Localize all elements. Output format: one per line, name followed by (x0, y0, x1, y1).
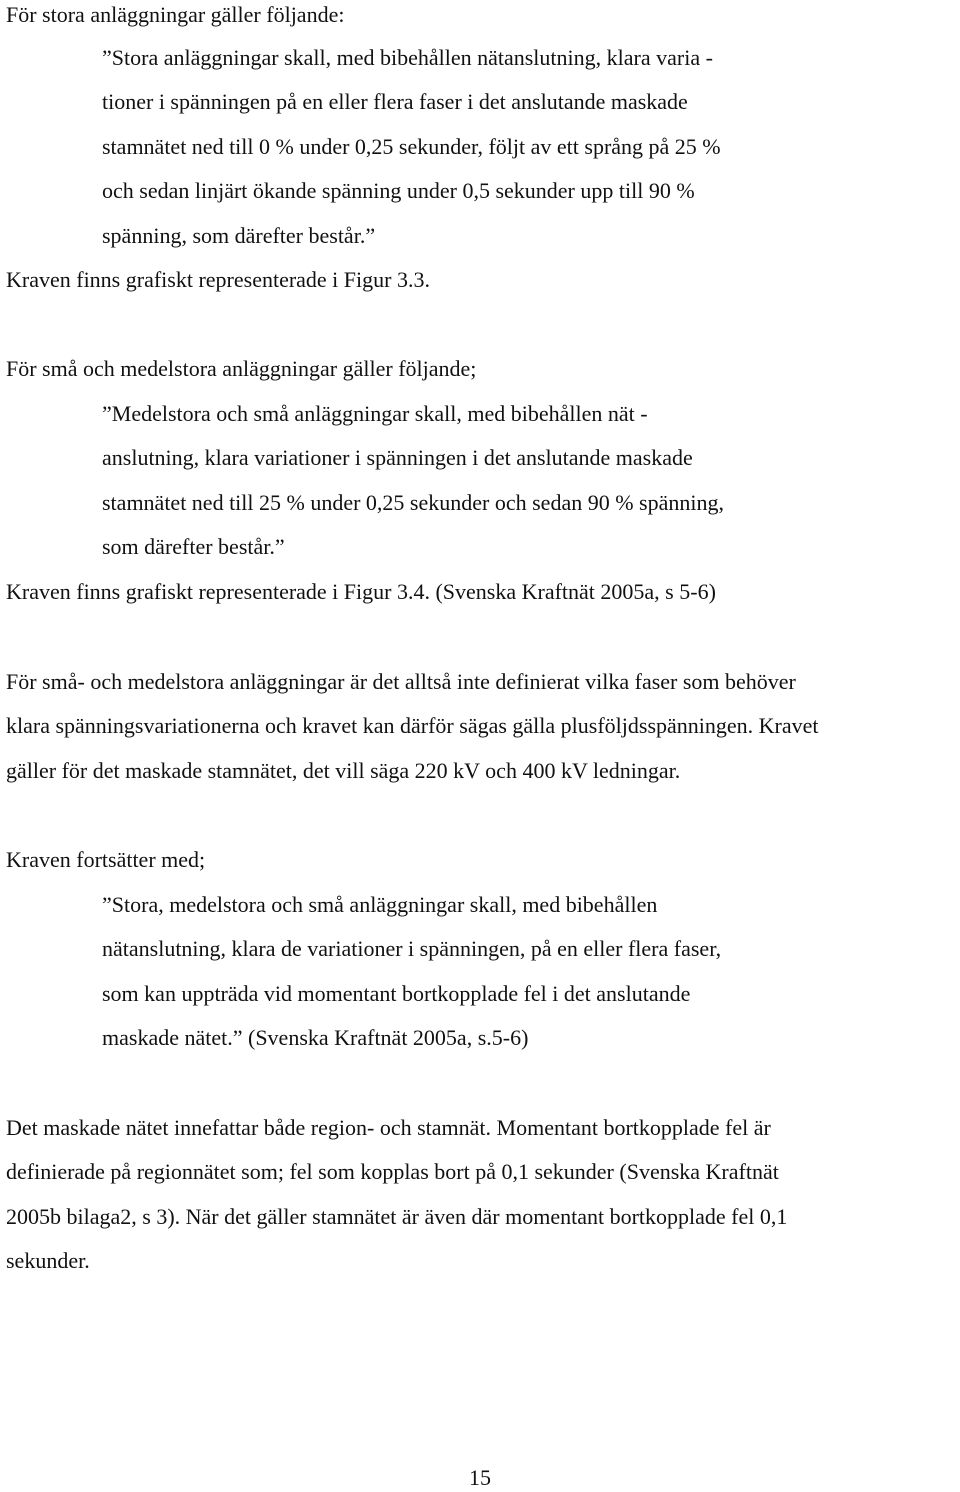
paragraph-line: För små- och medelstora anläggningar är det alltså inte definierat vilka faser som behöver (6, 669, 796, 694)
paragraph-line: 2005b bilaga2, s 3). När det gäller stamnätet är även där momentant bortkopplade fel 0,1 (6, 1204, 788, 1229)
section1-quote-line: spänning, som därefter består.” (102, 223, 376, 248)
section4-quote-line: som kan uppträda vid momentant bortkopplade fel i det anslutande (102, 981, 691, 1006)
paragraph-line: gäller för det maskade stamnätet, det vill säga 220 kV och 400 kV ledningar. (6, 758, 681, 783)
section2-figure-ref: Kraven finns grafiskt representerade i Figur 3.4. (Svenska Kraftnät 2005a, s 5-6) (6, 579, 716, 604)
section4-intro: Kraven fortsätter med; (6, 847, 206, 872)
section1-quote-line: ”Stora anläggningar skall, med bibehållen nätanslutning, klara varia - (102, 45, 713, 70)
section2-quote-line: som därefter består.” (102, 534, 285, 559)
section4-quote-line: maskade nätet.” (Svenska Kraftnät 2005a, s.5-6) (102, 1025, 529, 1050)
section4-quote-line: nätanslutning, klara de variationer i spänningen, på en eller flera faser, (102, 936, 722, 961)
section1-intro: För stora anläggningar gäller följande: (6, 2, 345, 27)
section1-quote-line: stamnätet ned till 0 % under 0,25 sekunder, följt av ett språng på 25 % (102, 134, 721, 159)
section2-quote-line: anslutning, klara variationer i spänningen i det anslutande maskade (102, 445, 693, 470)
section1-quote-line: tioner i spänningen på en eller flera faser i det anslutande maskade (102, 89, 688, 114)
section2-quote-line: ”Medelstora och små anläggningar skall, med bibehållen nät - (102, 401, 648, 426)
section1-quote-line: och sedan linjärt ökande spänning under 0,5 sekunder upp till 90 % (102, 178, 695, 203)
page-number: 15 (469, 1465, 491, 1490)
section4-quote-line: ”Stora, medelstora och små anläggningar skall, med bibehållen (102, 892, 658, 917)
section2-quote-line: stamnätet ned till 25 % under 0,25 sekunder och sedan 90 % spänning, (102, 490, 724, 515)
section2-intro: För små och medelstora anläggningar gäller följande; (6, 356, 477, 381)
section1-figure-ref: Kraven finns grafiskt representerade i Figur 3.3. (6, 267, 430, 292)
paragraph-line: klara spänningsvariationerna och kravet kan därför sägas gälla plusföljdsspänningen. Kravet (6, 713, 819, 738)
paragraph-line: sekunder. (6, 1248, 90, 1273)
paragraph-line: Det maskade nätet innefattar både region- och stamnät. Momentant bortkopplade fel är (6, 1115, 771, 1140)
paragraph-line: definierade på regionnätet som; fel som kopplas bort på 0,1 sekunder (Svenska Kraftnät (6, 1159, 779, 1184)
